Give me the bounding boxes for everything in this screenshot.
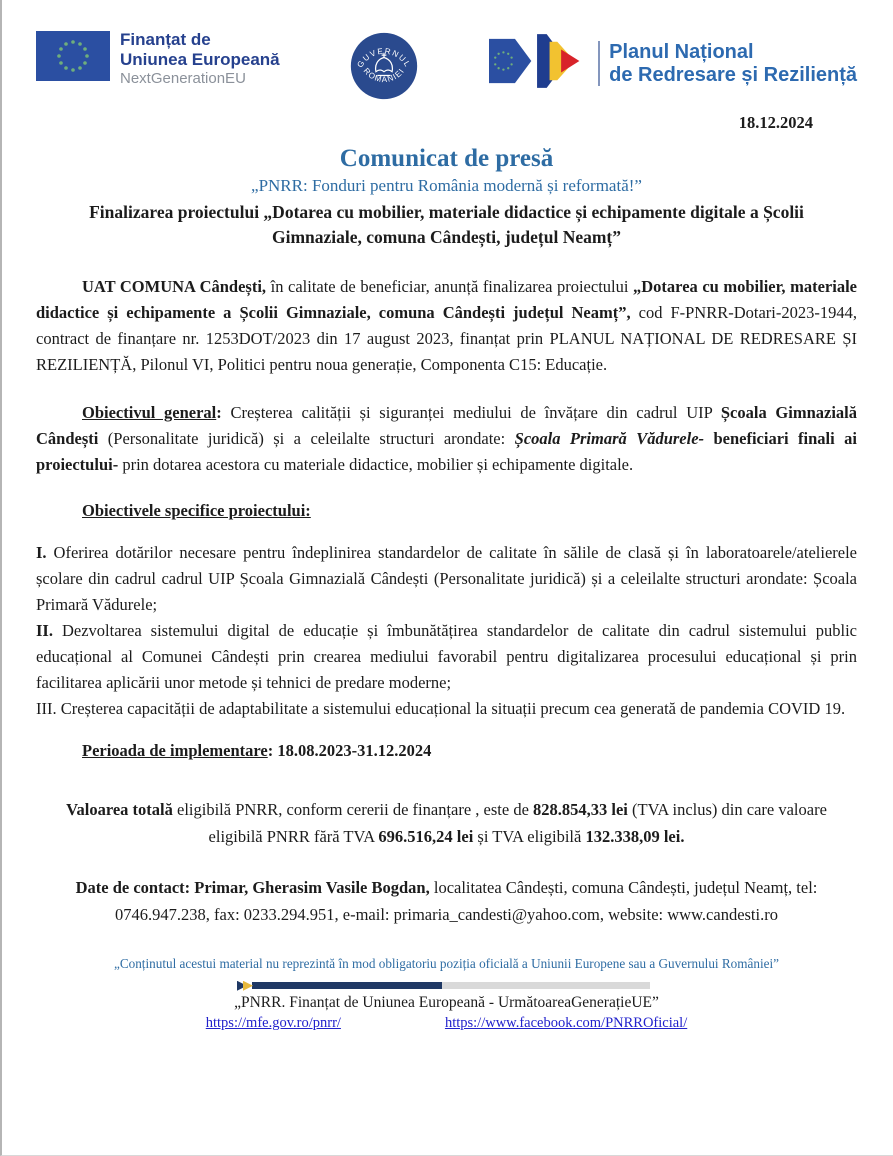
- contact-paragraph: [36, 874, 857, 928]
- facebook-pnrr-link[interactable]: https://www.facebook.com/PNRROficial/: [444, 1015, 688, 1032]
- gov-seal-bottom-text: ROMÂNIEI: [361, 66, 407, 85]
- romanian-government-seal-icon: [348, 30, 420, 107]
- pnrr-logo: [489, 32, 857, 95]
- paragraph-text: :: [216, 402, 222, 422]
- paragraph-general-objective: [36, 400, 857, 478]
- objective-2: [36, 618, 857, 696]
- objective-3-text: Creșterea capacității de adaptabilitate a sistemului educațional la situații precum cea generată de pandemia COVID 19.: [56, 699, 846, 719]
- beneficiary-name: UAT COMUNA Cândești,: [82, 276, 267, 296]
- disclaimer-text: „Conținutul acestui material nu reprezintă în mod obligatoriu poziția oficială a Uniunii Europene sau a Guvernului României”: [113, 956, 780, 972]
- mfe-link[interactable]: https://mfe.gov.ro/pnrr/: [205, 1015, 341, 1032]
- total-value-amount: 828.854,33 lei: [533, 800, 628, 820]
- pnrr-slogan: „PNRR: Fonduri pentru România modernă și reformată!”: [251, 176, 642, 195]
- pnrr-footer-bar-icon: [237, 981, 857, 990]
- gray-bar: [442, 982, 650, 989]
- contact-details: localitatea Cândești, comuna Cândești, județul Neamț, tel: 0746.947.238, fax: 0233.294.951, e-mail: primaria_candesti@yahoo.com, website: www.candesti.ro: [115, 878, 818, 925]
- paragraph-text: cod F-PNRR-Dotari-2023-1944, contract de finanțare nr. 1253DOT/2023 din 17 august 2023, finanțat prin PLANUL NAȚIONAL DE REDRESARE ȘI REZILIENȚĂ, Pilonul VI, Politici pentru noua generație, Componenta C15: Educație.: [36, 302, 857, 374]
- navy-bar: [252, 982, 442, 989]
- gov-seal-top-text: GUVERNUL: [355, 46, 413, 70]
- eu-logo-line2: Uniunea Europeană: [120, 49, 280, 69]
- objective-1: [36, 540, 857, 618]
- eu-logo-line1: Finanțat de: [120, 30, 211, 49]
- footer-links: [36, 1015, 857, 1032]
- objective-2-text: Dezvoltarea sistemului digital de educație și îmbunătățirea standardelor de calitate din cadrul sistemului public educațional al Comunei Cândești prin crearea mediului favorabil pentru digitalizarea procesului educațional și prin facilitarea aplicării unor metode și tehnici de predare moderne;: [36, 621, 857, 693]
- page-title: Comunicat de presă: [339, 145, 554, 172]
- pnrr-logo-line2: de Redresare și Reziliență: [609, 63, 857, 86]
- paragraph-text: (TVA inclus) din care valoare eligibilă PNRR fără TVA: [208, 800, 827, 847]
- objective-3-number: III.: [36, 699, 57, 719]
- objective-3: [36, 696, 857, 722]
- value-without-vat: 696.516,24 lei: [378, 827, 474, 847]
- primary-school-name: Școala Primară Vădurele-: [514, 428, 705, 448]
- paragraph-text: (Personalitate juridică) și a celeilalte structuri arondate:: [98, 428, 515, 448]
- pnrr-logo-line1: Planul Național: [609, 41, 754, 64]
- vat-amount: 132.338,09 lei.: [585, 827, 685, 847]
- specific-objectives-heading: [82, 498, 857, 524]
- school-name-bold: Școala Gimnazială Cândești: [36, 402, 857, 448]
- implementation-period-value: : 18.08.2023-31.12.2024: [267, 741, 432, 761]
- pnrr-arrows-icon: [489, 32, 589, 95]
- paragraph-text: în calitate de beneficiar, anunță finalizarea proiectului: [266, 276, 634, 296]
- pnrr-footer-line: „PNRR. Finanțat de Uniunea Europeană - UrmătoareaGenerațieUE”: [234, 994, 659, 1012]
- paragraph-beneficiary: [36, 274, 857, 378]
- total-value-paragraph: [36, 796, 857, 850]
- specific-objectives-label: Obiectivele specifice proiectului:: [82, 500, 311, 520]
- paragraph-text: eligibilă PNRR, conform cererii de finanțare , este de: [172, 800, 534, 820]
- header-logo-row: [36, 30, 857, 107]
- beneficiaries-bold: beneficiari finali ai proiectului-: [36, 428, 857, 474]
- objective-1-number: I.: [36, 543, 47, 563]
- contact-label: Date de contact: Primar, Gherasim Vasile Bogdan,: [75, 878, 430, 898]
- eu-funding-logo: [36, 30, 280, 87]
- objective-1-text: Oferirea dotărilor necesare pentru îndeplinirea standardelor de calitate în sălile de clasă și în laboratoarele/atelierele școlare din cadrul cadrul UIP Școala Gimnazială Cândești (Personalitate juridică) și a celeilalte structuri arondate: Școala Primară Vădurele;: [36, 543, 857, 615]
- eu-funding-logo-text: [120, 30, 280, 87]
- eu-logo-line3: NextGenerationEU: [120, 70, 246, 88]
- objective-2-number: II.: [36, 621, 53, 641]
- eu-flag-icon: [36, 31, 110, 86]
- paragraph-text: și TVA eligibilă: [473, 827, 586, 847]
- total-value-label: Valoarea totală: [66, 800, 173, 820]
- implementation-period-label: Perioada de implementare: [82, 741, 268, 761]
- project-name-bold: „Dotarea cu mobilier, materiale didactice și echipamente a Școlii Gimnaziale, comuna Cândești județul Neamț”,: [36, 276, 857, 322]
- paragraph-text: Creșterea calității și siguranței mediului de învățare din cadrul UIP: [221, 402, 721, 422]
- general-objective-label: Obiectivul general: [82, 402, 217, 422]
- paragraph-text: prin dotarea acestora cu materiale didactice, mobilier și echipamente digitale.: [118, 454, 634, 474]
- project-title: Finalizarea proiectului „Dotarea cu mobilier, materiale didactice și echipamente digitale a Școlii Gimnaziale, comuna Cândești, județul Neamț”: [89, 202, 804, 247]
- pnrr-logo-text: [598, 41, 857, 86]
- implementation-period: [82, 738, 857, 764]
- document-date: 18.12.2024: [738, 113, 813, 132]
